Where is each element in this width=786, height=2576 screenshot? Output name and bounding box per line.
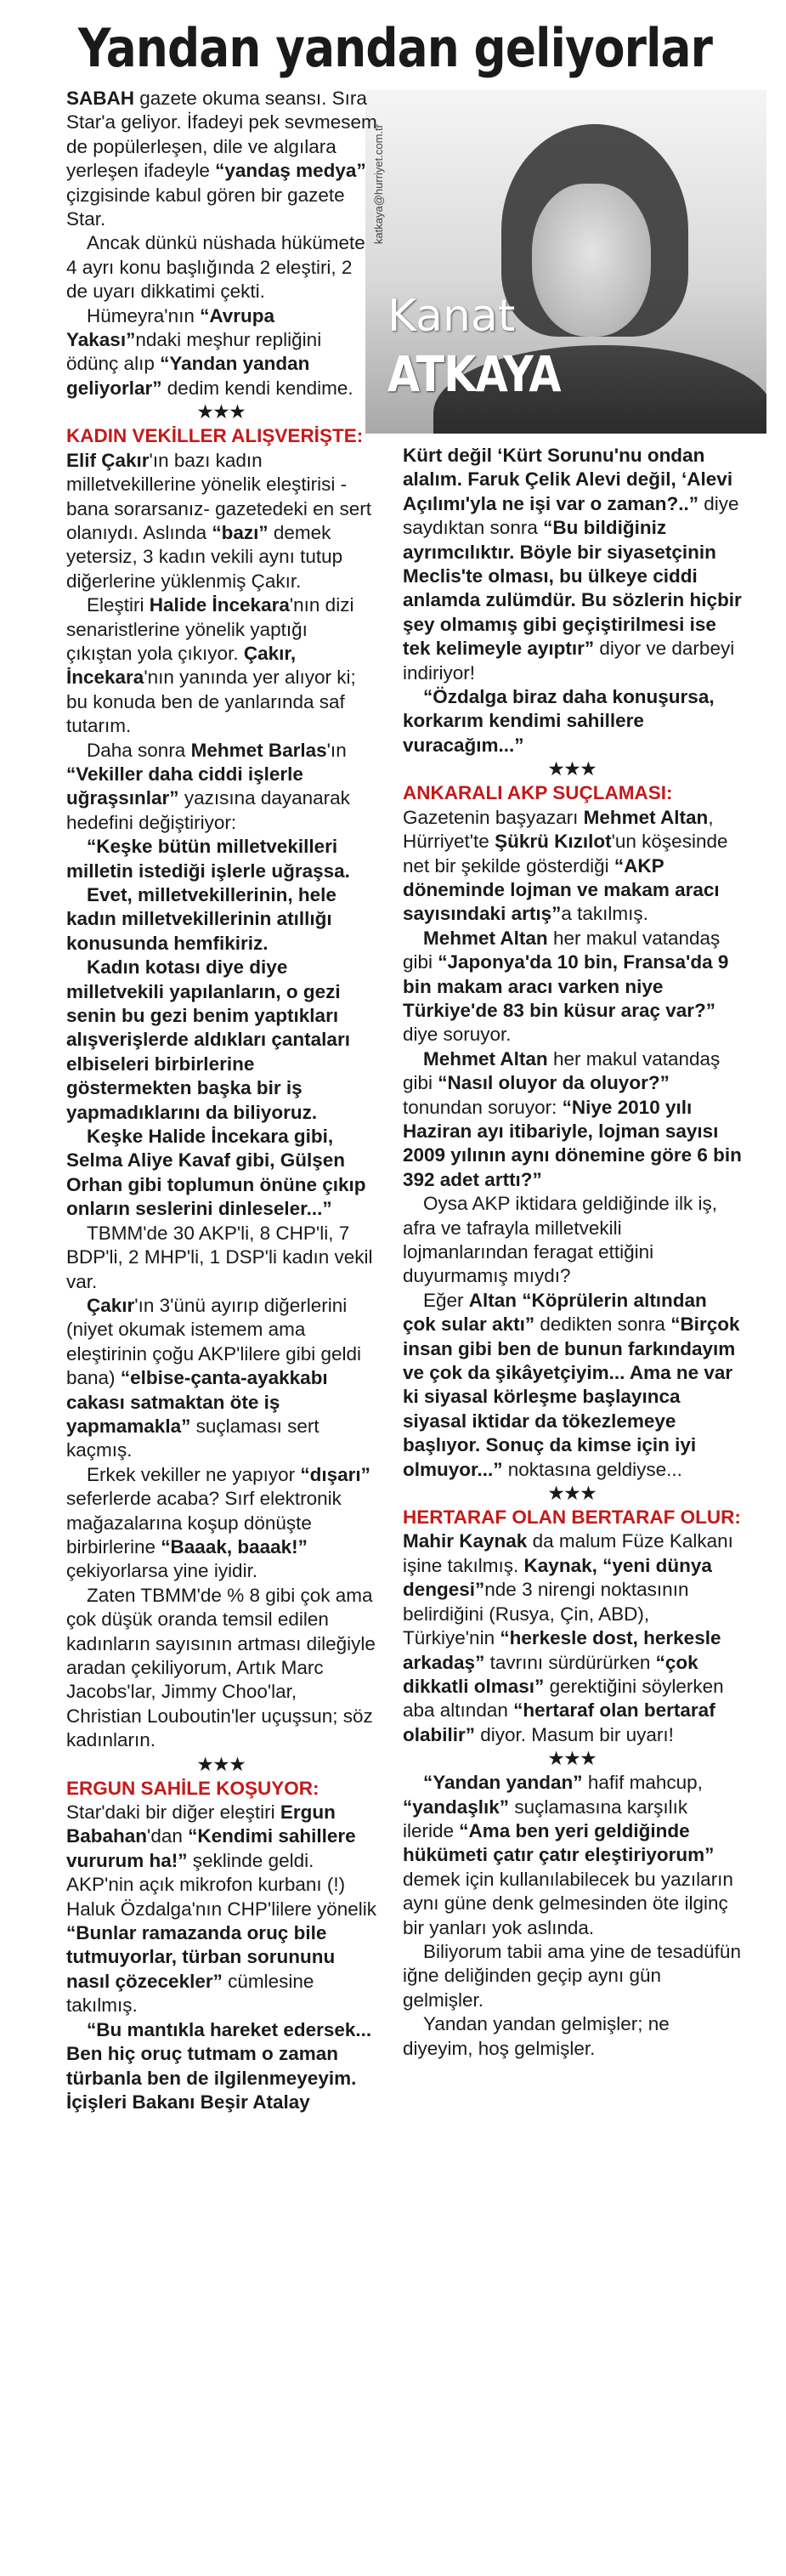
paragraph [403,444,743,685]
paragraph: Yandan yandan gelmişler; ne diyeyim, hoş gelmişler. [403,2013,670,2059]
bold-text: “Japonya'da 10 bin, Fransa'da 9 bin makam aracı varken niye Türkiye'de 83 bin küsur araç var?” [403,951,729,1021]
text-run: noktasına geldiyse... [502,1458,682,1480]
paragraph: Ancak dünkü nüshada hükümete 4 ayrı konu başlığında 2 eleştiri, 2 de uyarı dikkatimi çekti. [66,232,365,303]
bold-text: Elif Çakır [66,449,150,471]
bold-text: Altan [468,1289,517,1311]
section-hertaraf [403,1506,743,1747]
text-run: dedim kendi kendime. [161,377,353,399]
left-column [66,87,377,2114]
text-run: 'ın bazı kadın milletvekillerine yönelik eleştirisi -bana sorarsanız- gazetedeki en sert olanıydı. Aslında [66,449,371,543]
bold-text: “Bunlar ramazanda oruç bile tutmuyorlar, türban sorununu nasıl çözecekler” [66,1922,336,1992]
bold-text: Çakır [87,1294,135,1316]
bold-text: “yandaşlık” [403,1796,510,1818]
text-run: tonundan soruyor: [403,1096,563,1118]
paragraph [66,1294,377,1463]
text-run: 'dan [147,1825,189,1847]
text-run: 'un köşesinde net bir şekilde gösterdiği [403,831,728,877]
paragraph-continuation [403,493,742,684]
bold-text: “Ama ben yeri geldiğinde hükümeti çatır çatır eleştiriyorum” [403,1819,715,1866]
bold-text: “Birçok insan gibi ben de bunun farkındayım ve çok da şikâyetçiyim... Ama ne var ki siyasal körleşme başlayınca siyasal iktidar da tökezlemeye başlıyor. Sonuç da kimse için iyi olmuyor...” [403,1314,740,1480]
text-run: ndaki meşhur repliğini ödünç alıp [66,329,322,375]
bold-text: “Yandan yandan geliyorlar” [66,353,310,399]
text-run: şeklinde geldi. AKP'nin açık mikrofon kurbanı (!) Haluk Özdalga'nın CHP'lilere yönelik [66,1849,377,1920]
bold-text: “bazı” [212,521,269,543]
section-title: ERGUN SAHİLE KOŞUYOR: [66,1777,319,1799]
bold-text: “Yandan yandan” [423,1772,583,1794]
bold-text: “Köprülerin altından çok sular aktı” [403,1289,707,1336]
section-title: HERTARAF OLAN BERTARAF OLUR: [403,1506,741,1529]
paragraph [66,304,377,401]
text-run: Gazetenin başyazarı [403,806,584,828]
paragraph: Oysa AKP iktidara geldiğinde ilk iş, afra ve tafrayla milletvekili lojmanlarından feragat ettiğini duyurmamış mıydı? [403,1193,718,1287]
text-run: Eleştiri [87,594,150,616]
text-run: 'nın dizi senaristlerine yönelik yaptığı çıkıştan yola çıkıyor. [66,594,354,664]
section-title: KADIN VEKİLLER ALIŞVERİŞTE: [66,425,364,447]
bold-text: Mehmet Barlas [190,739,327,761]
bold-text: “Kendimi sahillere vururum ha!” [66,1825,356,1871]
text-run: 'ın [326,739,347,761]
section-separator-stars: ★★★ [548,760,597,780]
text-run: gazete okuma seansı. Sıra Star'a geliyor. İfadeyi pek sevmesem de popülerleşen, dile ve algılara yerleşen ifadeyle [66,88,377,182]
paragraph [66,739,377,836]
quote-text: Kürt değil ‘Kürt Sorunu'nu ondan alalım. Faruk Çelik Alevi değil, ‘Alevi Açılımı'yla ne işi var o zaman?..” [403,445,733,514]
text-run: çizgisinde kabul gören bir gazete Star. [66,184,345,230]
bold-text: “Avrupa Yakası” [66,304,275,351]
text-run: diye saydıktan sonra [403,492,739,539]
text-run: 'nın yanında yer alıyor ki; bu konuda ben de yanlarında saf tutarım. [66,667,356,737]
text-run: gerektiğini söylerken aba altından [403,1675,724,1722]
paragraph [66,1463,377,1584]
paragraph: Zaten TBMM'de % 8 gibi çok ama çok düşük oranda temsil edilen kadınların sayısının artması dileğiyle aradan çekiliyorum, Artık Marc Jacobs'lar, Jimmy Choo'lar, Christian Louboutin'ler uçuşsun; söz kadınların. [66,1584,376,1751]
section-kadin-vekiller [66,424,377,593]
quote-paragraph: Evet, milletvekillerinin, hele kadın milletvekillerinin atıllığı konusunda hemfikiriz. [66,884,336,954]
text-run: Erkek vekiller ne yapıyor [87,1463,301,1485]
right-column [403,444,743,2061]
text-run: çekiyorlarsa yine iyidir. [66,1560,258,1582]
section-title: ANKARALI AKP SUÇLAMASI: [403,782,673,804]
text-run: 'ın 3'ünü ayırıp diğerlerini (niyet okumak istemem ama eleştirinin çoğu AKP'lilere gibi geldi bana) [66,1294,361,1389]
bold-text: “çok dikkatli olması” [403,1651,698,1697]
bold-text: Ergun Babahan [66,1801,336,1847]
text-run: seferlerde acaba? Sırf elektronik mağazalarına koşup dönüşte birbirlerine [66,1488,342,1558]
text-run: da malum Füze Kalkanı işine takılmış. [403,1530,733,1576]
text-run: dedikten sonra [534,1314,671,1336]
section-separator-stars: ★★★ [197,1755,246,1774]
paragraph: Biliyorum tabii ama yine de tesadüfün iğne deliğinden geçip aynı gün gelmişler. [403,1940,741,2011]
author-first-name: Kanat [387,291,516,342]
bold-text: Çakır, İncekara [66,642,297,689]
bold-text: Mahir Kaynak [403,1530,528,1552]
bold-text: Halide İncekara [149,594,290,616]
bold-text: Mehmet Altan [583,806,709,828]
section-ankarali-akp [403,781,743,926]
quote-paragraph: Kadın kotası diye diye milletvekili yapılanların, o gezi senin bu gezi benim yaptıkları alışverişlerde aldıkları çantaları elbiseleri birbirlerine göstermekten başka bir iş yapmadıklarını da biliyoruz. [66,956,350,1123]
text-run: her makul vatandaş gibi [403,927,721,973]
section-separator-stars: ★★★ [548,1750,597,1769]
text-run: Daha sonra [87,739,191,761]
text-run: tavrını sürdürürken [484,1651,656,1673]
bold-text: “Baaak, baaak!” [161,1535,308,1558]
bold-text: “herkesle dost, herkesle arkadaş” [403,1627,721,1673]
text-run: hafif mahcup, [582,1772,703,1794]
bold-text: “elbise-çanta-ayakkabı cakası satmaktan öte iş yapmamakla” [66,1367,328,1437]
text-run: , Hürriyet'te [403,806,714,853]
section-separator-stars: ★★★ [548,1484,597,1504]
text-run: her makul vatandaş gibi [403,1047,721,1094]
text-run: cümlesine takılmış. [66,1970,314,2017]
bold-text: “dışarı” [300,1463,370,1485]
bold-text: Mehmet Altan [423,1047,548,1070]
bold-text: “Vekiller daha ciddi işlerle uğraşsınlar” [66,763,303,809]
paragraph [403,927,743,1047]
section-separator-stars: ★★★ [197,403,246,423]
text-run: diyor ve darbeyi indiriyor! [403,638,735,684]
bold-text: “Bu bildiğiniz ayrımcılıktır. Böyle bir siyasetçinin Meclis'te olması, bu ülkeye ciddi anlamda zulümdür. Bu sözlerin hiçbir şey olmamış gibi geçiştirilmesi ise tek kelimeyle ayıptır” [403,517,742,660]
author-portrait-face [532,184,651,337]
author-photo [365,90,766,434]
author-email: katkaya@hurriyet.com.tr [372,124,385,245]
headline: Yandan yandan geliyorlar [77,17,713,79]
text-run: Eğer [423,1289,469,1311]
text-run: yazısına dayanarak hedefini değiştiriyor: [66,787,350,833]
author-last-name: ATKAYA [387,345,561,403]
paragraph [66,87,377,231]
quote-paragraph: “Bu mantıkla hareket edersek... Ben hiç oruç tutmam o zaman türbanla ben de ilgilenmeyeyim. İçişleri Bakanı Beşir Atalay [66,2018,372,2113]
bold-text: “yandaş medya” [215,160,366,182]
bold-text: “AKP döneminde lojman ve makam aracı sayısındaki artış” [403,854,720,925]
bold-text: “Niye 2010 yılı Haziran ayı itibariyle, lojman sayısı 2009 yılının aynı dönemine göre 6 bin 392 adet arttı?” [403,1096,742,1190]
paragraph [403,1771,743,1940]
paragraph: TBMM'de 30 AKP'li, 8 CHP'li, 7 BDP'li, 2 MHP'li, 1 DSP'li kadın vekil var. [66,1222,373,1292]
paragraph [403,1047,743,1192]
text-run: diyor. Masum bir uyarı! [475,1723,674,1745]
text-run: suçlaması sert kaçmış. [66,1415,319,1461]
bold-text: Kaynak, “yeni dünya dengesi” [403,1554,712,1601]
bold-text: SABAH [66,88,135,109]
quote-paragraph: “Özdalga biraz daha konuşursa, korkarım kendimi sahillere vuracağım...” [403,686,715,756]
bold-text: “Nasıl oluyor da oluyor?” [438,1072,670,1094]
text-run: a takılmış. [561,903,648,925]
quote-paragraph: Keşke Halide İncekara gibi, Selma Aliye Kavaf gibi, Gülşen Orhan gibi toplumun önüne çıkıp onların seslerini dinleseler...” [66,1126,366,1220]
text-run: suçlamasına karşılık ileride [403,1796,688,1841]
bold-text: “hertaraf olan bertaraf olabilir” [403,1699,715,1745]
text-run: nde 3 nirengi noktasının belirdiğini (Rusya, Çin, ABD), Türkiye'nin [403,1579,689,1649]
paragraph [66,593,377,738]
text-run: demek yetersiz, 3 kadın vekili aynı tutup diğerlerine yüklenmiş Çakır. [66,521,343,592]
paragraph [403,1289,743,1482]
text-run: Star'daki bir diğer eleştiri [66,1801,280,1824]
bold-text: Mehmet Altan [423,927,548,949]
section-ergun-sahile [66,1777,377,2018]
text-run: demek için kullanılabilecek bu yazıların aynı güne denk gelmesinden öte ilginç bir yanları yok aslında. [403,1868,733,1938]
bold-text: Şükrü Kızılot [495,831,612,853]
text-run: diye soruyor. [403,1024,512,1046]
text-run: Hümeyra'nın [87,304,201,326]
quote-paragraph: “Keşke bütün milletvekilleri milletin istediği işlerle uğraşsa. [66,836,350,882]
